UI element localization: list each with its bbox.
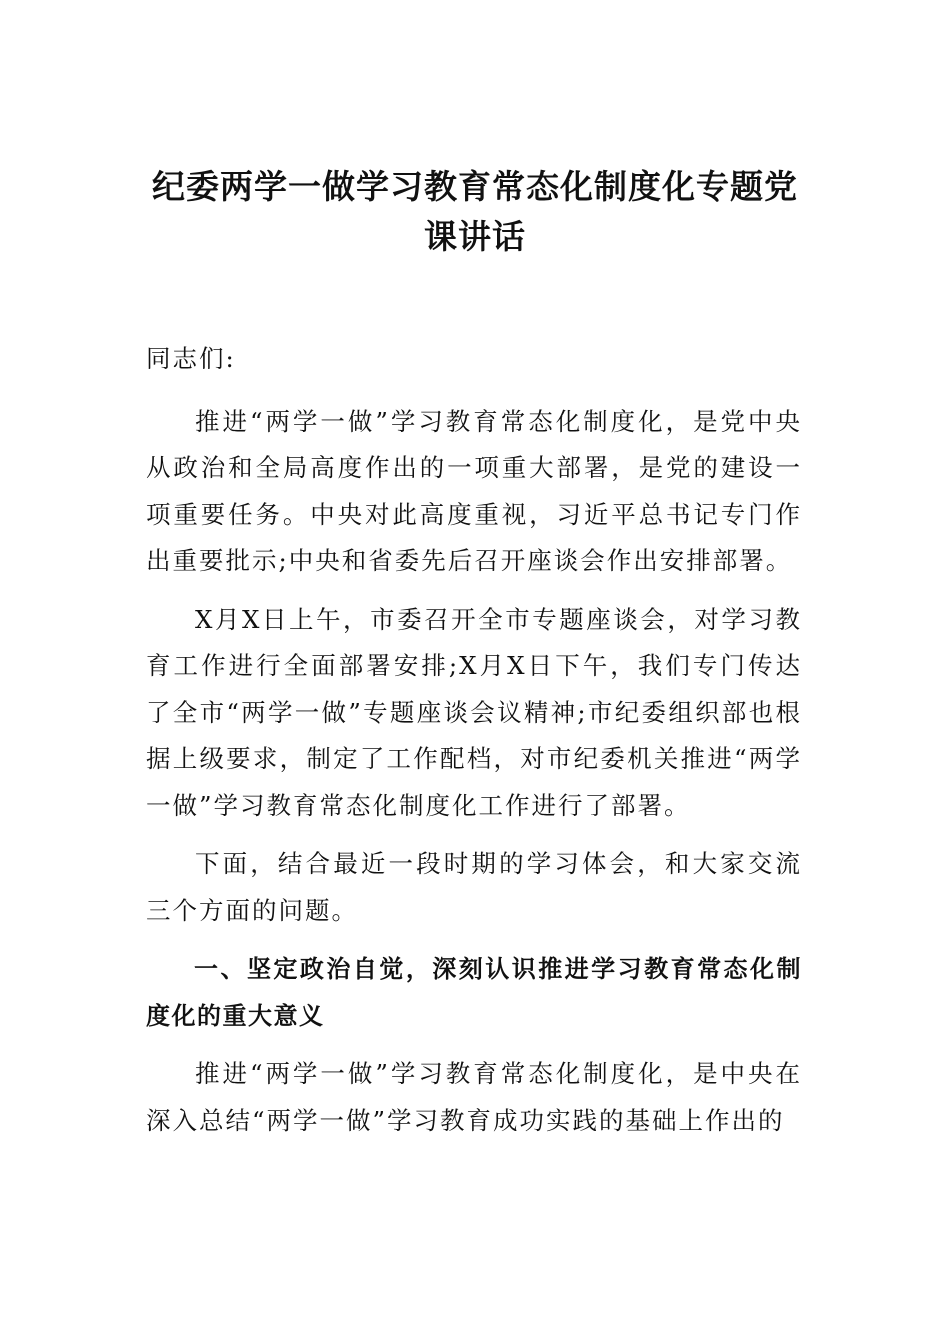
section-heading: 一、坚定政治自觉，深刻认识推进学习教育常态化制度化的重大意义 [146,955,802,1030]
paragraph-2: X月X日上午，市委召开全市专题座谈会，对学习教育工作进行全面部署安排;X月X日下午，我们专门传达了全市“两学一做”专题座谈会议精神;市纪委组织部也根据上级要求，制定了工作配档，对市纪委机关推进“两学一做”学习教育常态化制度化工作进行了部署。 [146,604,802,820]
paragraph-1: 推进“两学一做”学习教育常态化制度化，是党中央从政治和全局高度作出的一项重大部署，是党的建设一项重要任务。中央对此高度重视，习近平总书记专门作出重要批示;中央和省委先后召开座谈会作出安排部署。 [146,406,802,575]
document-title: 纪委两学一做学习教育常态化制度化专题党课讲话 [152,167,798,256]
greeting: 同志们: [146,344,236,373]
section-paragraph: 推进“两学一做”学习教育常态化制度化，是中央在深入总结“两学一做”学习教育成功实践的基础上作出的 [146,1059,802,1135]
document-body [146,336,802,1156]
paragraph-3: 下面，结合最近一段时期的学习体会，和大家交流三个方面的问题。 [146,849,802,925]
